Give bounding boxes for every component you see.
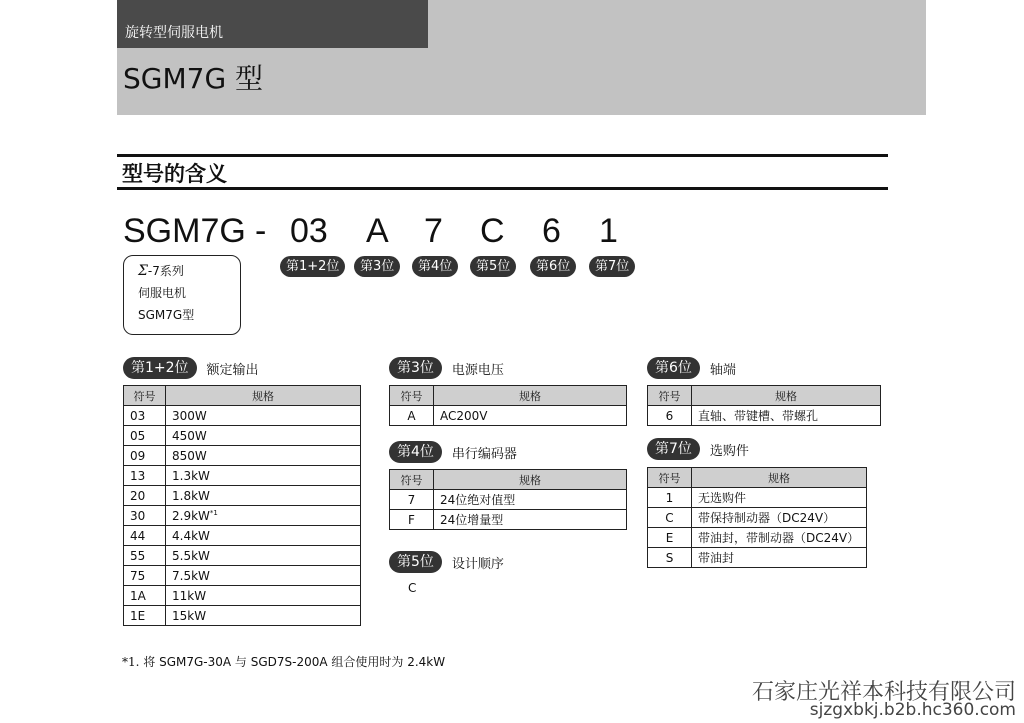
row-code: 1A — [124, 586, 166, 606]
position-label-5: 第5位 — [470, 256, 516, 277]
row-code: 30 — [124, 506, 166, 526]
row-code: 7 — [390, 490, 434, 510]
table-row — [124, 486, 361, 506]
model-digit-6: 6 — [542, 212, 561, 250]
col-code-header: 符号 — [390, 386, 434, 406]
row-spec: AC200V — [434, 406, 627, 426]
table-row — [648, 548, 867, 568]
table-row — [124, 526, 361, 546]
col-code-header: 符号 — [648, 468, 692, 488]
table-row — [124, 506, 361, 526]
row-code: 03 — [124, 406, 166, 426]
section-title: 型号的含义 — [122, 162, 227, 186]
section-rule-bottom — [117, 187, 888, 190]
model-digit-7: 1 — [599, 212, 618, 250]
model-digit-3: A — [366, 212, 389, 250]
row-spec-with-note — [166, 506, 361, 526]
model-digit-12: 03 — [290, 212, 328, 250]
table-header-row — [390, 386, 627, 406]
table-row — [648, 528, 867, 548]
row-code: 05 — [124, 426, 166, 446]
group-4-head — [389, 441, 517, 463]
table-row — [124, 466, 361, 486]
group-7-label: 第7位 — [647, 438, 700, 460]
group-5-label: 第5位 — [389, 551, 442, 573]
group-12-head — [123, 357, 259, 379]
watermark-company: 石家庄光祥本科技有限公司 — [751, 680, 1016, 705]
table-row — [390, 406, 627, 426]
row-spec: 2.9kW — [172, 508, 210, 523]
row-spec: 5.5kW — [166, 546, 361, 566]
row-spec: 850W — [166, 446, 361, 466]
row-spec: 1.8kW — [166, 486, 361, 506]
table-row — [124, 606, 361, 626]
table-header-row — [648, 386, 881, 406]
row-code: 55 — [124, 546, 166, 566]
group-12-table — [123, 385, 361, 626]
header-category-block — [117, 0, 428, 48]
col-code-header: 符号 — [124, 386, 166, 406]
group-4-desc: 串行编码器 — [451, 446, 517, 462]
position-label-6: 第6位 — [530, 256, 576, 277]
row-code: 1 — [648, 488, 692, 508]
group-12-desc: 额定输出 — [206, 362, 259, 378]
row-code: 44 — [124, 526, 166, 546]
table-row — [124, 586, 361, 606]
row-code: C — [648, 508, 692, 528]
group-7-table — [647, 467, 867, 568]
row-code: 20 — [124, 486, 166, 506]
group-6-label: 第6位 — [647, 357, 700, 379]
footnote-text: 将 SGM7G-30A 与 SGD7S-200A 组合使用时为 2.4kW — [143, 655, 446, 669]
table-row — [648, 488, 867, 508]
group-6-head — [647, 357, 736, 379]
col-code-header: 符号 — [648, 386, 692, 406]
col-spec-header: 规格 — [692, 468, 867, 488]
page-title: SGM7G 型 — [123, 62, 264, 95]
position-label-3: 第3位 — [354, 256, 400, 277]
group-12-label: 第1+2位 — [123, 357, 197, 379]
group-5-value: C — [408, 581, 417, 595]
col-code-header: 符号 — [390, 470, 434, 490]
group-7-head — [647, 438, 749, 460]
row-spec: 4.4kW — [166, 526, 361, 546]
footnote-mark: *1. — [122, 655, 140, 669]
position-label-7: 第7位 — [589, 256, 635, 277]
row-code: 13 — [124, 466, 166, 486]
row-code: 75 — [124, 566, 166, 586]
row-spec: 带油封，带制动器（DC24V） — [692, 528, 867, 548]
row-spec: 24位增量型 — [434, 510, 627, 530]
row-spec: 1.3kW — [166, 466, 361, 486]
series-name: -7系列 — [147, 264, 184, 278]
row-code: E — [648, 528, 692, 548]
section-rule-top — [117, 154, 888, 157]
model-base: SGM7G — [123, 212, 246, 250]
header-category: 旋转型伺服电机 — [125, 25, 223, 41]
row-spec: 7.5kW — [166, 566, 361, 586]
row-spec: 11kW — [166, 586, 361, 606]
table-header-row — [390, 470, 627, 490]
footnote — [122, 653, 445, 670]
group-3-desc: 电源电压 — [451, 362, 504, 378]
table-row — [390, 490, 627, 510]
row-spec: 带保持制动器（DC24V） — [692, 508, 867, 528]
table-row — [648, 508, 867, 528]
group-7-desc: 选购件 — [709, 443, 749, 459]
model-dash: - — [255, 212, 267, 250]
model-digit-5: C — [480, 212, 505, 250]
table-row — [124, 406, 361, 426]
row-spec: 450W — [166, 426, 361, 446]
footnote-ref: *1 — [209, 508, 218, 517]
series-line-2: 伺服电机 — [138, 286, 187, 300]
col-spec-header: 规格 — [434, 386, 627, 406]
table-row — [648, 406, 881, 426]
table-row — [124, 426, 361, 446]
table-header-row — [648, 468, 867, 488]
group-3-label: 第3位 — [389, 357, 442, 379]
row-code: F — [390, 510, 434, 530]
group-3-table — [389, 385, 627, 426]
row-spec: 无选购件 — [692, 488, 867, 508]
row-spec: 直轴、带键槽、带螺孔 — [692, 406, 881, 426]
table-header-row — [124, 386, 361, 406]
row-code: 1E — [124, 606, 166, 626]
col-spec-header: 规格 — [434, 470, 627, 490]
position-label-4: 第4位 — [412, 256, 458, 277]
series-box — [123, 255, 241, 335]
group-5-desc: 设计顺序 — [451, 556, 504, 572]
series-line-1 — [138, 260, 240, 282]
series-line-3: SGM7G型 — [138, 308, 195, 322]
group-3-head — [389, 357, 504, 379]
col-spec-header: 规格 — [166, 386, 361, 406]
table-row — [390, 510, 627, 530]
group-4-label: 第4位 — [389, 441, 442, 463]
group-4-table — [389, 469, 627, 530]
group-5-head — [389, 551, 504, 573]
table-row — [124, 546, 361, 566]
row-spec: 24位绝对值型 — [434, 490, 627, 510]
group-6-desc: 轴端 — [709, 362, 736, 378]
position-label-12: 第1+2位 — [280, 256, 345, 277]
row-code: S — [648, 548, 692, 568]
row-spec: 带油封 — [692, 548, 867, 568]
sigma-symbol: Σ — [138, 263, 148, 279]
row-spec: 300W — [166, 406, 361, 426]
col-spec-header: 规格 — [692, 386, 881, 406]
group-6-table — [647, 385, 881, 426]
row-spec: 15kW — [166, 606, 361, 626]
watermark-url: sjzgxbkj.b2b.hc360.com — [809, 700, 1016, 720]
model-digit-4: 7 — [424, 212, 443, 250]
row-code: 6 — [648, 406, 692, 426]
row-code: A — [390, 406, 434, 426]
row-code: 09 — [124, 446, 166, 466]
table-row — [124, 446, 361, 466]
table-row — [124, 566, 361, 586]
